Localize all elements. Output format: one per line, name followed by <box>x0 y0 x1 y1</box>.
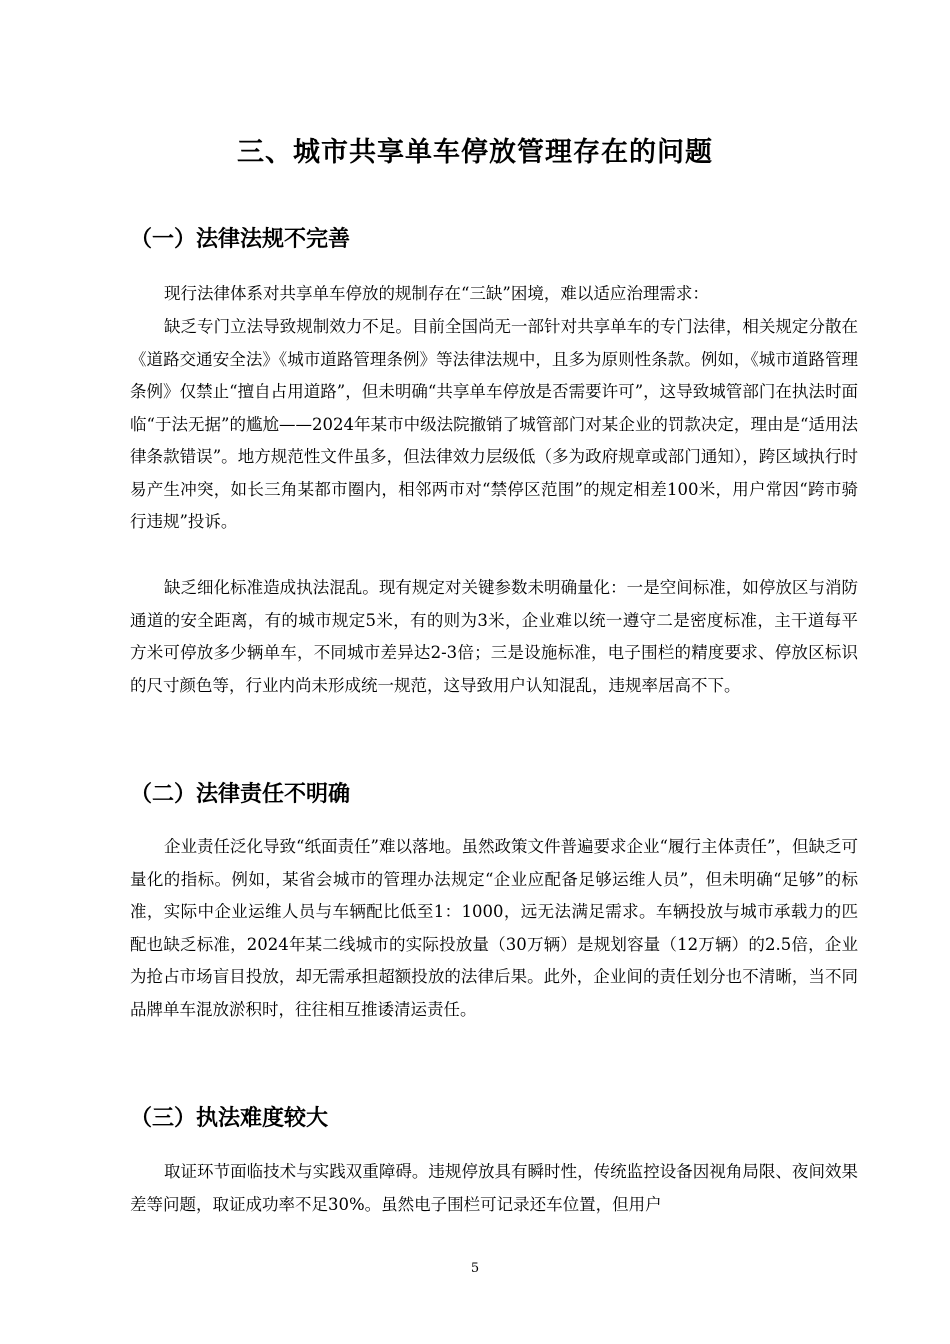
section-heading-3: （三）执法难度较大 <box>130 1106 329 1131</box>
paragraph-1-2: 缺乏专门立法导致规制效力不足。目前全国尚无一部针对共享单车的专门法律，相关规定分散在《道路交通安全法》《城市道路管理条例》等法律法规中，且多为原则性条款。例如，《城市道路管理条例》仅禁止“擅自占用道路”，但未明确“共享单车停放是否需要许可”，这导致城管部门在执法时面临“于法无据”的尴尬——2024年某市中级法院撤销了城管部门对某企业的罚款决定，理由是“适用法律条款错误”。地方规范性文件虽多，但法律效力层级低（多为政府规章或部门通知），跨区域执行时易产生冲突，如长三角某都市圈内，相邻两市对“禁停区范围”的规定相差100米，用户常因“跨市骑行违规”投诉。 <box>130 317 858 531</box>
chapter-title: 三、城市共享单车停放管理存在的问题 <box>237 137 713 168</box>
section-heading-1: （一）法律法规不完善 <box>130 227 351 252</box>
section-heading-2: （二）法律责任不明确 <box>130 782 351 807</box>
paragraph-1-3: 缺乏细化标准造成执法混乱。现有规定对关键参数未明确量化：一是空间标准，如停放区与消防通道的安全距离，有的城市规定5米，有的则为3米，企业难以统一遵守二是密度标准，主干道每平方米可停放多少辆单车，不同城市差异达2-3倍；三是设施标准，电子围栏的精度要求、停放区标识的尺寸颜色等，行业内尚未形成统一规范，这导致用户认知混乱，违规率居高不下。 <box>130 578 858 695</box>
paragraph-3-1: 取证环节面临技术与实践双重障碍。违规停放具有瞬时性，传统监控设备因视角局限、夜间效果差等问题，取证成功率不足30%。虽然电子围栏可记录还车位置，但用户 <box>130 1162 858 1214</box>
page-number: 5 <box>470 1261 480 1276</box>
paragraph-2-1: 企业责任泛化导致“纸面责任”难以落地。虽然政策文件普遍要求企业“履行主体责任”，但缺乏可量化的指标。例如，某省会城市的管理办法规定“企业应配备足够运维人员”，但未明确“足够”的标准，实际中企业运维人员与车辆配比低至1：1000，远无法满足需求。车辆投放与城市承载力的匹配也缺乏标准，2024年某二线城市的实际投放量（30万辆）是规划容量（12万辆）的2.5倍，企业为抢占市场盲目投放，却无需承担超额投放的法律后果。此外，企业间的责任划分也不清晰，当不同品牌单车混放淤积时，往往相互推诿清运责任。 <box>130 837 858 1019</box>
paragraph-1-1: 现行法律体系对共享单车停放的规制存在“三缺”困境，难以适应治理需求： <box>164 284 709 303</box>
